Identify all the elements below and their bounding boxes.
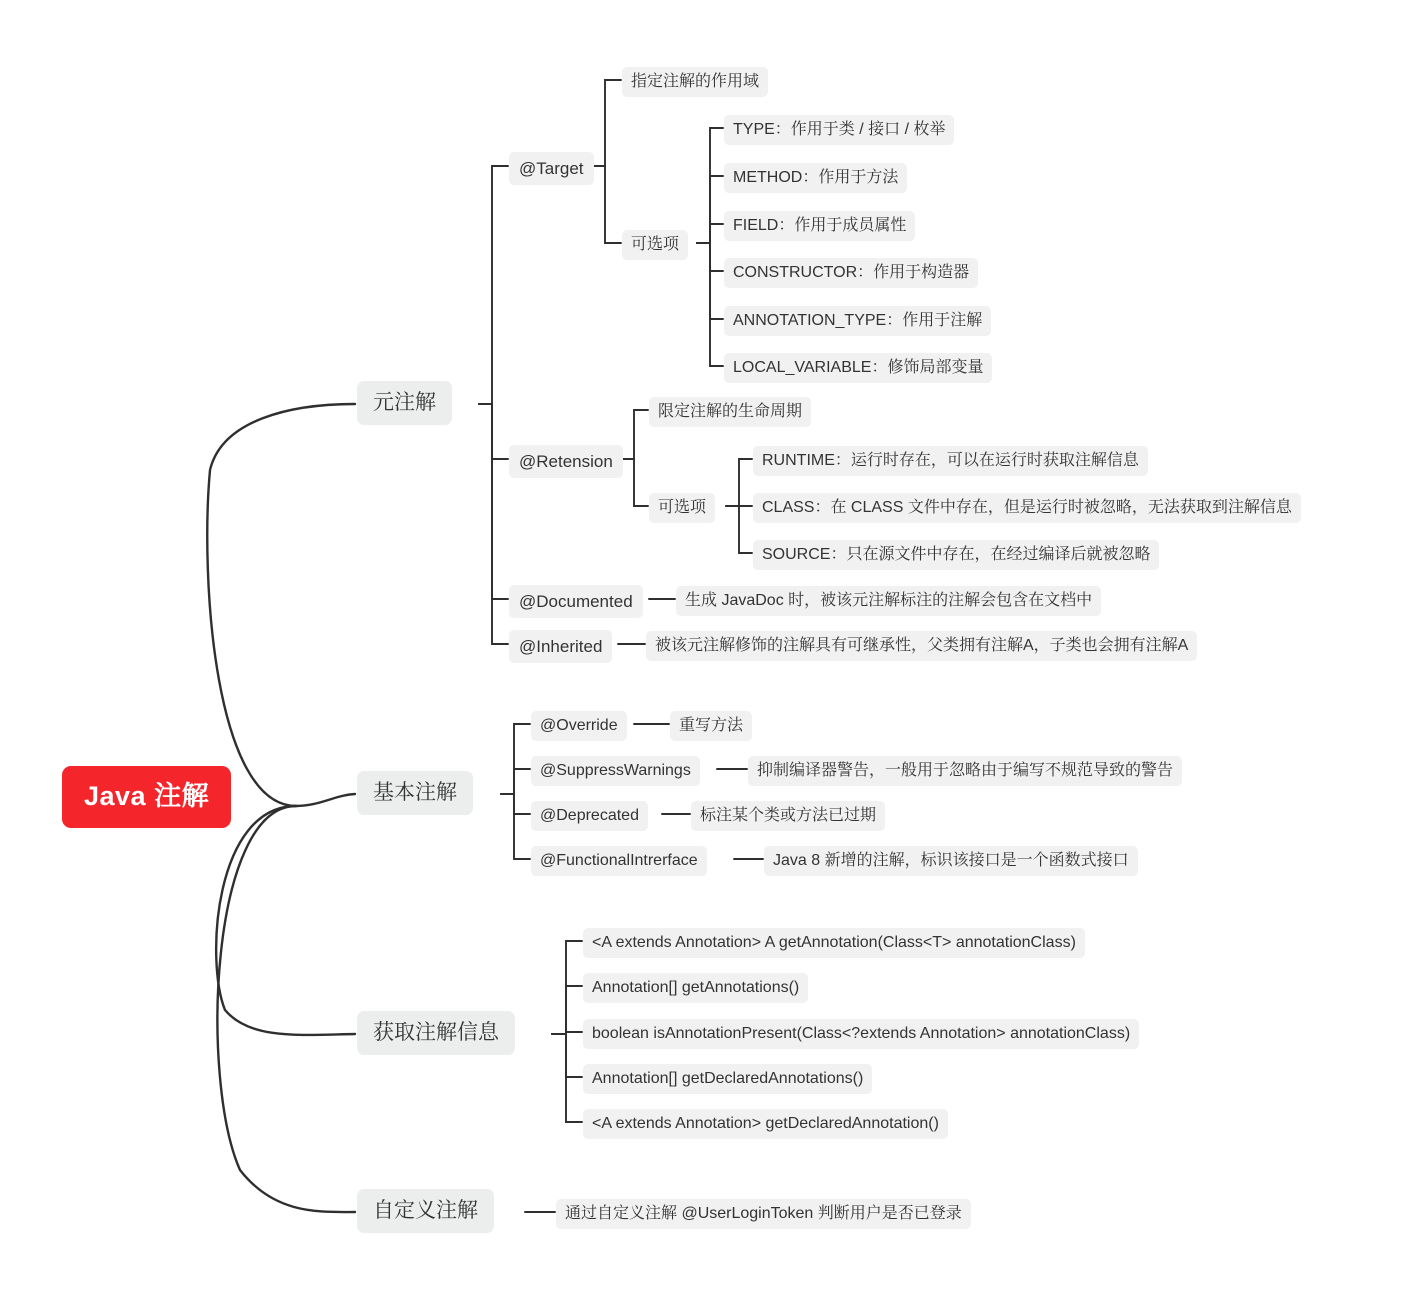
node-retension-option-class[interactable]: CLASS：在 CLASS 文件中存在，但是运行时被忽略，无法获取到注解信息 (753, 493, 1301, 523)
node-override[interactable]: @Override (531, 711, 627, 741)
node-suppresswarnings-desc[interactable]: 抑制编译器警告，一般用于忽略由于编写不规范导致的警告 (748, 756, 1182, 786)
node-target-option-annotation-type[interactable]: ANNOTATION_TYPE：作用于注解 (724, 306, 991, 336)
node-retension[interactable]: @Retension (509, 445, 623, 478)
node-deprecated[interactable]: @Deprecated (531, 801, 648, 831)
node-target-option-constructor[interactable]: CONSTRUCTOR：作用于构造器 (724, 258, 978, 288)
branch-get-annotation-info[interactable]: 获取注解信息 (357, 1011, 515, 1055)
node-target-option-method[interactable]: METHOD：作用于方法 (724, 163, 907, 193)
node-api-getannotations[interactable]: Annotation[] getAnnotations() (583, 973, 808, 1003)
node-target-option-local-variable[interactable]: LOCAL_VARIABLE：修饰局部变量 (724, 353, 992, 383)
node-retension-options[interactable]: 可选项 (649, 493, 715, 523)
node-retension-option-source[interactable]: SOURCE：只在源文件中存在，在经过编译后就被忽略 (753, 540, 1159, 570)
node-documented-desc[interactable]: 生成 JavaDoc 时，被该元注解标注的注解会包含在文档中 (676, 586, 1101, 616)
node-suppresswarnings[interactable]: @SuppressWarnings (531, 756, 700, 786)
node-api-getannotation[interactable]: <A extends Annotation> A getAnnotation(Class<T> annotationClass) (583, 928, 1085, 958)
node-target-option-field[interactable]: FIELD：作用于成员属性 (724, 211, 915, 241)
branch-meta-annotations[interactable]: 元注解 (357, 381, 452, 425)
node-functionalinterface[interactable]: @FunctionalIntrerface (531, 846, 707, 876)
node-override-desc[interactable]: 重写方法 (670, 711, 752, 741)
node-api-isannotationpresent[interactable]: boolean isAnnotationPresent(Class<?extends Annotation> annotationClass) (583, 1019, 1139, 1049)
root-node[interactable]: Java 注解 (62, 766, 231, 828)
node-documented[interactable]: @Documented (509, 585, 643, 618)
node-functionalinterface-desc[interactable]: Java 8 新增的注解，标识该接口是一个函数式接口 (764, 846, 1138, 876)
node-target[interactable]: @Target (509, 152, 594, 185)
node-retension-option-runtime[interactable]: RUNTIME：运行时存在，可以在运行时获取注解信息 (753, 446, 1148, 476)
branch-custom-annotation[interactable]: 自定义注解 (357, 1189, 494, 1233)
node-inherited[interactable]: @Inherited (509, 630, 612, 663)
node-target-option-type[interactable]: TYPE：作用于类 / 接口 / 枚举 (724, 115, 954, 145)
node-api-getdeclaredannotation[interactable]: <A extends Annotation> getDeclaredAnnotation() (583, 1109, 948, 1139)
node-custom-annotation-desc[interactable]: 通过自定义注解 @UserLoginToken 判断用户是否已登录 (556, 1199, 971, 1229)
branch-basic-annotations[interactable]: 基本注解 (357, 771, 473, 815)
node-inherited-desc[interactable]: 被该元注解修饰的注解具有可继承性，父类拥有注解A，子类也会拥有注解A (646, 631, 1197, 661)
node-target-scope[interactable]: 指定注解的作用域 (622, 67, 768, 97)
node-target-options[interactable]: 可选项 (622, 230, 688, 260)
node-retension-lifecycle[interactable]: 限定注解的生命周期 (649, 397, 811, 427)
node-deprecated-desc[interactable]: 标注某个类或方法已过期 (691, 801, 885, 831)
node-api-getdeclaredannotations[interactable]: Annotation[] getDeclaredAnnotations() (583, 1064, 872, 1094)
